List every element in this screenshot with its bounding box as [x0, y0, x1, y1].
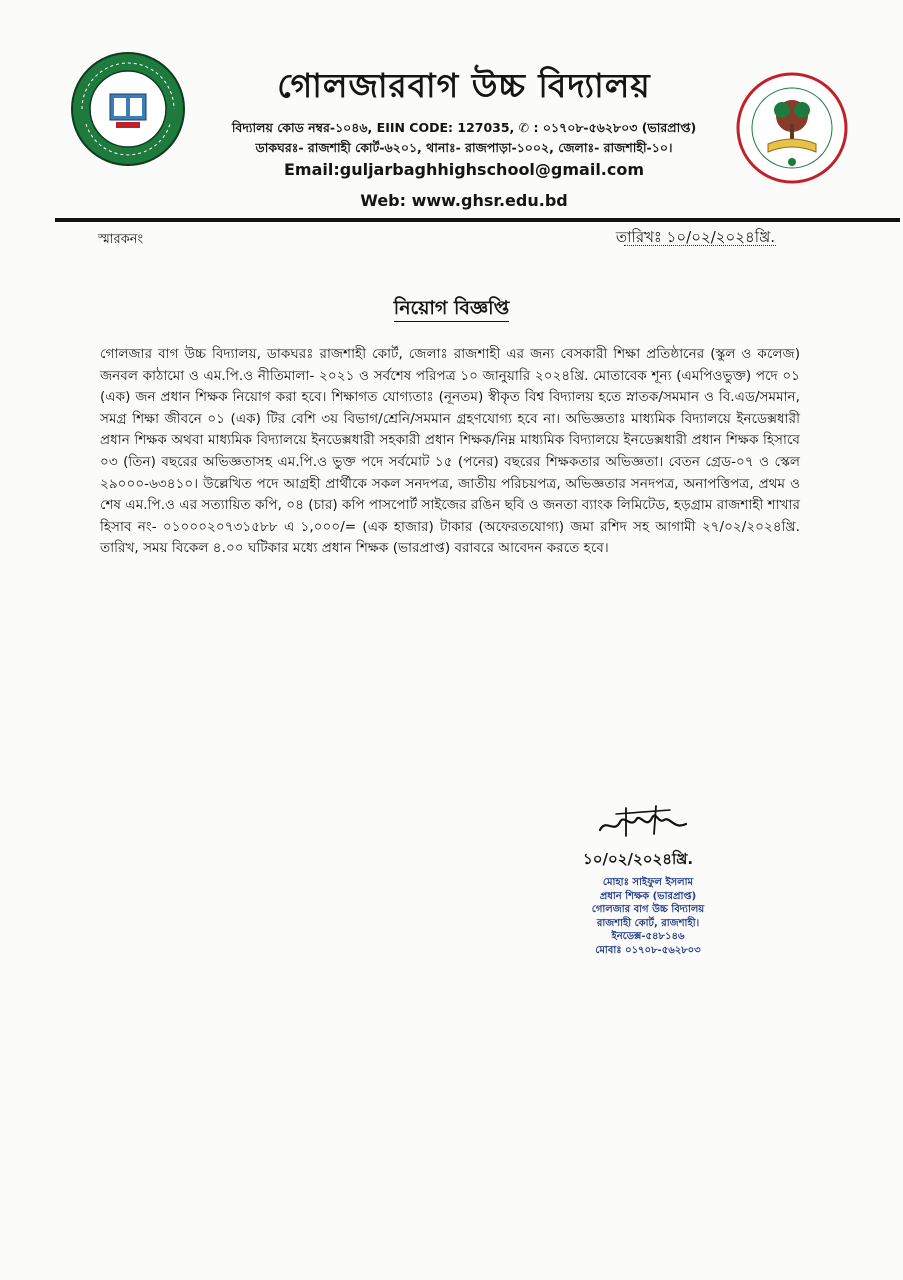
- signature: [596, 800, 692, 842]
- school-name: গোলজারবাগ উচ্চ বিদ্যালয়: [277, 66, 651, 105]
- notice-body: গোলজার বাগ উচ্চ বিদ্যালয়, ডাকঘরঃ রাজশাহী কোর্ট, জেলাঃ রাজশাহী এর জন্য বেসকারী শিক্ষা প্রতিষ্ঠানের (স্কুল ও কলেজ) জনবল কাঠামো ও এম.পি.ও নীতিমালা- ২০২১ ও সর্বশেষ পরিপত্র ১০ জানুয়ারি ২০২৪খ্রি. মোতাবেক শূন্য (এমপিওভুক্ত) পদে ০১ (এক) জন প্রধান শিক্ষক নিয়োগ করা হবে। শিক্ষাগত যোগ্যতাঃ (নূনতম) স্বীকৃত বিশ্ব বিদ্যালয় হতে স্নাতক/সমমান ও বি.এড/সমমান, সমগ্র শিক্ষা জীবনে ০১ (এক) টির বেশি ৩য় বিভাগ/শ্রেনি/সমমান গ্রহণযোগ্য হবে না। অভিজ্ঞতাঃ মাধ্যমিক বিদ্যালয়ে ইনডেক্সধারী প্রধান শিক্ষক অথবা মাধ্যমিক বিদ্যালয়ে ইনডেক্সধারী সহকারী প্রধান শিক্ষক/নিম্ন মাধ্যমিক বিদ্যালয়ে ইনডেক্সধারী প্রধান শিক্ষক হিসাবে ০৩ (তিন) বছরের অভিজ্ঞতাসহ এম.পি.ও ভুক্ত পদে সর্বমোট ১৫ (পনের) বছরের শিক্ষকতার অভিজ্ঞতা। বেতন গ্রেড-০৭ ও স্কেল ২৯০০০-৬৩৪১০। উল্লেখিত পদে আগ্রহী প্রার্থীকে সকল সনদপত্র, জাতীয় পরিচয়পত্র, অভিজ্ঞতার সনদপত্র, অনাপত্তিপত্র, প্রথম ও শেষ এম.পি.ও এর সত্যায়িত কপি, ০৪ (চার) কপি পাসপোর্ট সাইজের রঙিন ছবি ও জনতা ব্যাংক লিমিটেড, হড়গ্রাম রাজশাহী শাখার হিসাব নং- ০১০০০২০৭৩১৫৮৮ এ ১,০০০/= (এক হাজার) টাকার (অফেরতযোগ্য) জমা রশিদ সহ আগামী ২৭/০২/২০২৪খ্রি. তারিখ, সময় বিকেল ৪.০০ ঘটিকার মধ্যে প্রধান শিক্ষক (ভারপ্রাপ্ত) বরাবরে আবেদন করতে হবে।: [100, 346, 800, 557]
- seal-line: মোহাঃ সাইফুল ইসলাম: [602, 877, 694, 888]
- official-seal: [560, 876, 736, 957]
- school-code-line: বিদ্যালয় কোড নম্বর-১০৪৬, EIIN CODE: 127035, ✆ : ০১৭০৮-৫৬২৮০৩ (ভারপ্রাপ্ত): [231, 120, 697, 135]
- school-website: Web: www.ghsr.edu.bd: [360, 191, 568, 210]
- signature-date: ১০/০২/২০২৪খ্রি.: [583, 850, 694, 868]
- address-line: ডাকঘরঃ- রাজশাহী কোর্ট-৬২০১, থানাঃ- রাজপাড়া-১০০২, জেলাঃ- রাজশাহী-১০।: [255, 140, 673, 155]
- notice-title: [0, 294, 903, 326]
- date-underline: [624, 245, 776, 246]
- notice-title-text: নিয়োগ বিজ্ঞপ্তি: [394, 297, 509, 322]
- notice-date: তারিখঃ ১০/০২/২০২৪খ্রি.: [615, 228, 775, 246]
- seal-line: ইনডেক্স-৫৪৮১৪৬: [611, 931, 685, 942]
- seal-line: গোলজার বাগ উচ্চ বিদ্যালয়: [591, 904, 705, 915]
- seal-line: মোবাঃ ০১৭০৮-৫৬২৮০৩: [595, 944, 701, 956]
- emblem-logo-right: [736, 72, 848, 184]
- header-divider: [55, 218, 900, 222]
- school-email: Email:guljarbaghhighschool@gmail.com: [283, 160, 645, 179]
- seal-line: রাজশাহী কোর্ট, রাজশাহী।: [596, 917, 700, 929]
- seal-line: প্রধান শিক্ষক (ভারপ্রাপ্ত): [599, 890, 697, 902]
- memo-number-label: স্মারকনং: [98, 232, 144, 247]
- school-logo-left: [66, 50, 190, 168]
